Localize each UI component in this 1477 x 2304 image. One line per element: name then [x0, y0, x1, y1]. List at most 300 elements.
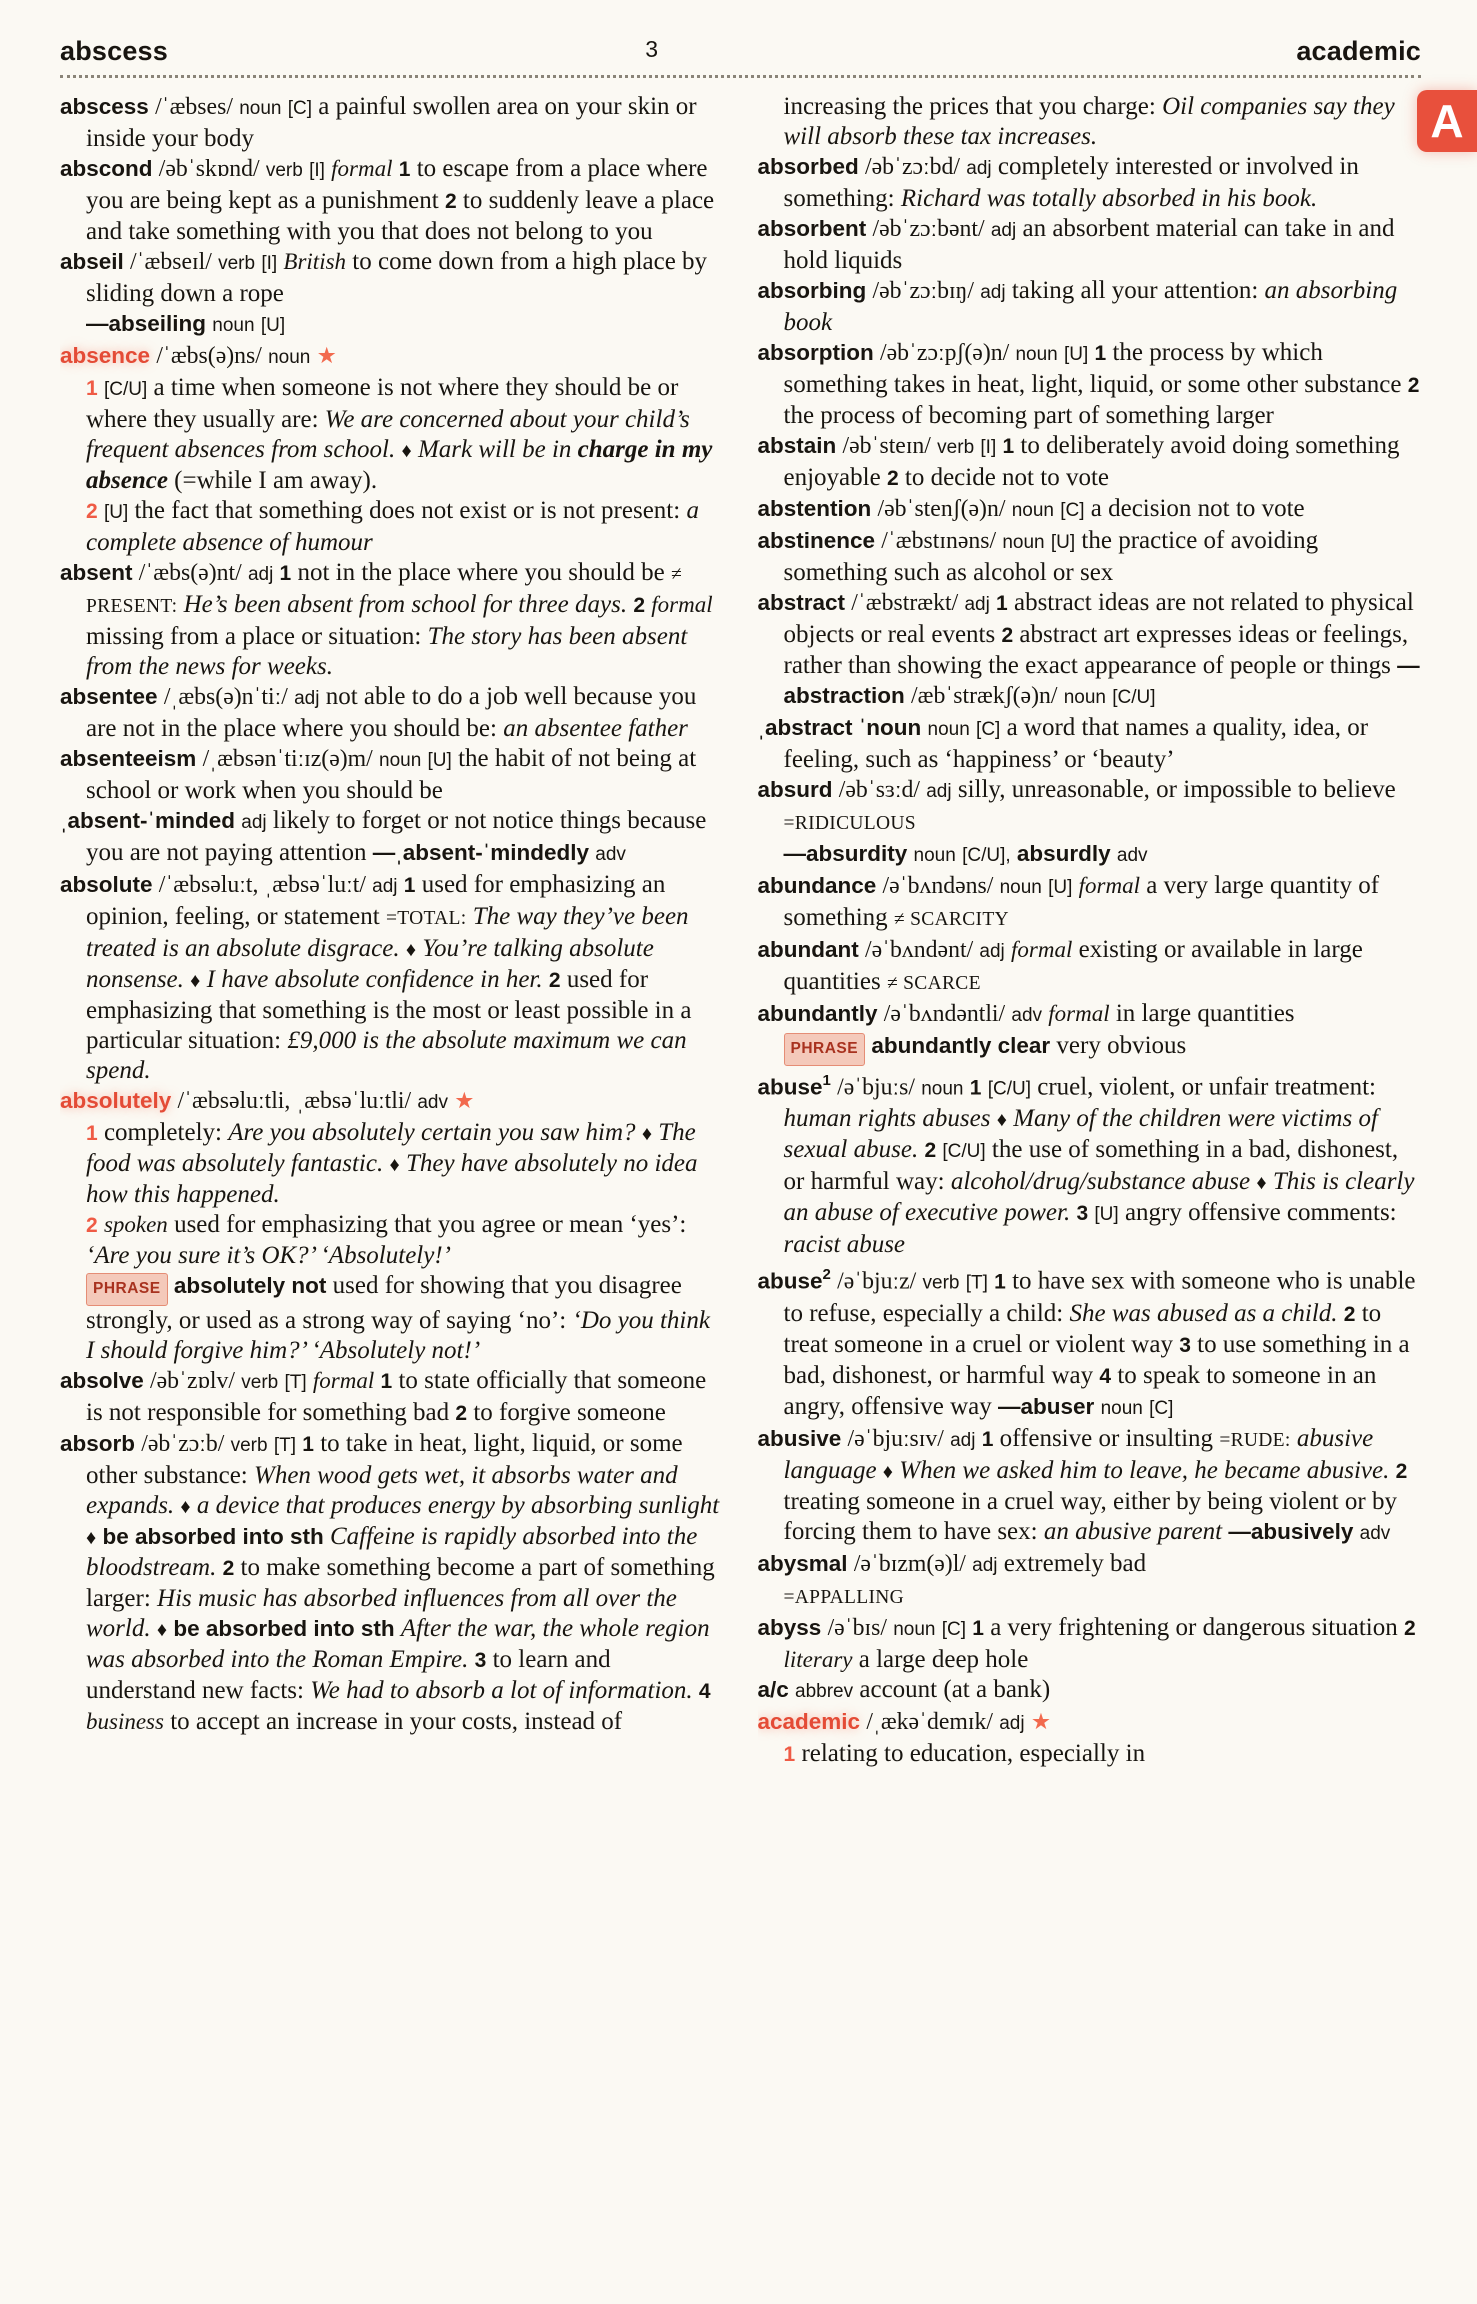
synonym-crossref: ≠ SCARCITY [893, 909, 1009, 930]
dictionary-entry [758, 935, 1422, 999]
grammar-code: [I] [980, 437, 997, 458]
sense-number: 2 [548, 969, 561, 992]
synonym-crossref: =TOTAL: [385, 908, 467, 929]
definition-text: an absorbent material can take in and hold liquids [783, 215, 1395, 274]
grammar-code: [T] [284, 1372, 307, 1393]
part-of-speech: verb [922, 1272, 960, 1294]
headword: abuse [757, 1268, 823, 1294]
pronunciation: /əˈbʌndənt/ [865, 937, 974, 963]
example-text: He’s been absent from school for three days. [183, 591, 628, 618]
dictionary-entry [60, 870, 724, 1086]
sense-number: 1 [279, 562, 292, 585]
part-of-speech: adj [247, 564, 274, 585]
grammar-code: [U] [1050, 532, 1076, 553]
sense-number-red: 1 [783, 1742, 796, 1766]
headword: absolve [60, 1368, 144, 1393]
definition-text: completely: [103, 1119, 222, 1146]
dictionary-entry [60, 682, 724, 744]
example-text: The way they’ve been treated is an absolute disgrace. [86, 903, 689, 962]
definition-text: treating someone in a cruel way, either by being violent or by forcing them to have sex: [783, 1487, 1397, 1545]
headword: absent [60, 560, 133, 585]
dictionary-column [60, 92, 724, 2272]
dictionary-entry [758, 713, 1422, 775]
derived-word: —abseiling [86, 311, 207, 336]
example-text: an absentee father [503, 715, 688, 742]
sense-number: 1 [996, 592, 1008, 615]
definition-text: the practice of avoiding something such as alcohol or sex [783, 527, 1319, 586]
dictionary-entry [758, 1066, 1422, 1260]
sense-number-red: 1 [86, 1122, 98, 1145]
headword: abuse [757, 1074, 823, 1100]
definition-text: a large deep hole [858, 1645, 1029, 1673]
definition-text: the process by which something takes in heat, light, liquid, or some other substance [783, 339, 1402, 398]
definition-text: the process of becoming part of something larger [783, 402, 1274, 429]
part-of-speech: adj [979, 941, 1005, 962]
usage-label: formal [651, 592, 713, 617]
grammar-code: [T] [965, 1272, 988, 1294]
definition-text: to come down from a high place by sliding down a rope [86, 248, 708, 307]
sense-number: 2 [1407, 374, 1420, 397]
dictionary-entry [758, 494, 1422, 526]
grammar-code: [T] [273, 1435, 296, 1456]
example-text: a complete absence of humour [86, 497, 699, 556]
diamond-separator: ♦ [190, 970, 201, 992]
sense-number: 1 [398, 158, 411, 181]
definition-text: abstract ideas are not related to physical objects or real events [783, 589, 1414, 648]
part-of-speech: noun [999, 877, 1042, 898]
dictionary-entry [60, 247, 724, 341]
sense-number: 1 [994, 1270, 1006, 1294]
definition-text: to deliberately avoid doing something enjoyable [783, 432, 1400, 491]
usage-label: formal [1078, 873, 1140, 898]
example-text: a device that produces energy by absorbing sunlight [196, 1492, 720, 1519]
headword: abstinence [757, 528, 876, 553]
sense-number: 3 [474, 1649, 487, 1672]
pronunciation: /əbˈsteɪn/ [842, 433, 931, 459]
sense-number: 3 [1179, 1333, 1191, 1357]
dictionary-entry [758, 526, 1422, 588]
headword: abscess [60, 94, 149, 119]
definition-text: very obvious [1056, 1032, 1187, 1059]
frequency-star-icon: ★ [316, 343, 337, 368]
headword: absentee [60, 684, 158, 709]
pronunciation: /ˌæbs(ə)nˈtiː/ [163, 684, 288, 710]
usage-label: formal [1048, 1001, 1110, 1026]
example-collocation: charge in my absence [86, 436, 713, 494]
dictionary-entry [758, 214, 1422, 276]
grammar-code: [C/U] [1112, 687, 1156, 708]
sense-number: 1 [981, 1427, 994, 1451]
example-text: When we asked him to leave, he became abusive. [899, 1456, 1390, 1484]
headword: abundantly [757, 1001, 878, 1026]
pronunciation: /əˈbʌndəntli/ [883, 1001, 1006, 1027]
dictionary-entry [60, 341, 724, 558]
grammar-code: [C] [941, 1618, 966, 1640]
part-of-speech: adv [417, 1092, 448, 1113]
sense-number: 4 [1099, 1364, 1112, 1388]
headword: abseil [60, 249, 124, 274]
definition-text: a decision not to vote [1090, 495, 1305, 522]
grammar-code: [U] [1048, 877, 1073, 898]
sense-number: 2 [633, 594, 646, 617]
derived-word: —absurdity [783, 841, 908, 866]
page-number: 3 [645, 36, 659, 62]
grammar-code: [C] [1149, 1397, 1174, 1419]
dictionary-entry [60, 558, 724, 682]
definition-text: likely to forget or not notice things because you are not paying attention [86, 807, 707, 866]
guide-word-right: academic [1296, 36, 1421, 66]
collocation: absurdly [1016, 841, 1111, 866]
definition-text: account (at a bank) [859, 1675, 1051, 1703]
pronunciation: /əbˈzɔːbɪŋ/ [872, 278, 974, 304]
example-text: an abusive parent [1043, 1517, 1223, 1545]
part-of-speech: verb [230, 1435, 268, 1456]
dictionary-entry [60, 154, 724, 247]
example-text: His music has absorbed influences from all over the world. [86, 1585, 677, 1642]
pronunciation: /əˈbjuːz/ [837, 1268, 917, 1295]
headword-red: absolutely [60, 1088, 172, 1113]
pronunciation: /əˈbɪs/ [827, 1614, 887, 1641]
dictionary-entry [758, 1613, 1422, 1675]
usage-label: British [283, 249, 347, 274]
part-of-speech: adv [595, 844, 626, 865]
definition-text: a time when someone is not where they should be or where they usually are: [86, 374, 679, 433]
part-of-speech: adv [1359, 1522, 1391, 1544]
definition-text: increasing the prices that you charge: [783, 93, 1156, 120]
definition-text: a very frightening or dangerous situation [990, 1613, 1398, 1641]
part-of-speech: noun [1011, 500, 1054, 521]
grammar-code: [I] [309, 160, 325, 181]
sense-number: 3 [1076, 1202, 1089, 1226]
headword: abscond [60, 156, 153, 181]
diamond-separator: ♦ [86, 1527, 97, 1549]
diamond-separator: ♦ [156, 1619, 168, 1641]
example-text: I have absolute confidence in her. [206, 966, 543, 993]
example-text: She was abused as a child. [1069, 1299, 1338, 1327]
part-of-speech: noun [921, 1078, 964, 1100]
definition-text: to state officially that someone is not responsible for something bad [86, 1367, 707, 1426]
sense-number: 4 [698, 1680, 711, 1703]
pronunciation: /ˈæbsəluːt, ˌæbsəˈluːt/ [158, 872, 366, 898]
definition-text: to take in heat, light, liquid, or some other substance: [86, 1430, 683, 1489]
definition-text: to forgive someone [473, 1399, 666, 1426]
dictionary-entry [60, 806, 724, 870]
usage-label: formal [1011, 937, 1073, 962]
pronunciation: /əˈbʌndəns/ [882, 873, 994, 899]
part-of-speech: noun [913, 845, 956, 866]
grammar-code: [C/U] [103, 379, 148, 400]
pronunciation: /əbˈzɔːpʃ(ə)n/ [880, 340, 1010, 366]
example-text: Caffeine is rapidly absorbed into the bloodstream. [86, 1523, 698, 1581]
sense-number: 1 [969, 1076, 982, 1100]
example-text: alcohol/drug/substance abuse [950, 1168, 1251, 1196]
headword: absorbing [757, 278, 867, 303]
grammar-code: [C] [976, 719, 1001, 740]
headword: a/c [757, 1676, 789, 1702]
example-text: Many of the children were victims of sexual abuse. [783, 1105, 1378, 1164]
definition-text: used for emphasizing that you agree or mean ‘yes’: [174, 1211, 687, 1238]
example-text: When wood gets wet, it absorbs water and expands. [86, 1462, 678, 1519]
headword: absorb [60, 1431, 136, 1456]
headword: absorbent [757, 216, 867, 241]
derived-word: —abstraction [783, 653, 1420, 708]
pronunciation: /əˈbɪzm(ə)l/ [853, 1550, 966, 1577]
part-of-speech: adj [926, 781, 952, 802]
pronunciation: /ˈæbs(ə)ns/ [156, 343, 262, 369]
definition-text: to have sex with someone who is unable to refuse, especially a child: [783, 1267, 1416, 1327]
example-text: Are you absolutely certain you saw him? [228, 1119, 636, 1146]
headword: absenteeism [60, 746, 197, 771]
definition-text: used for showing that you disagree strongly, or used as a strong way of saying ‘no’: [86, 1272, 682, 1334]
part-of-speech: adj [964, 594, 990, 615]
dictionary-entry [758, 775, 1422, 871]
example-text: abusive language [783, 1424, 1374, 1484]
part-of-speech: noun [893, 1618, 936, 1640]
headword: absurd [757, 777, 833, 802]
example-text: ‘Are you sure it’s OK?’ ‘Absolutely!’ [86, 1242, 451, 1269]
example-text: The food was absolutely fantastic. [86, 1119, 696, 1177]
example-text: This is clearly an abuse of executive power. [783, 1168, 1415, 1227]
definition-text: angry offensive comments: [1124, 1199, 1397, 1227]
headword: ˌabsent-ˈminded [60, 808, 236, 833]
dictionary-entry [758, 1707, 1422, 1770]
dictionary-entry [758, 431, 1422, 494]
definition-text: to decide not to vote [904, 464, 1109, 491]
definition-text: (=while I am away). [174, 467, 378, 494]
example-text: We are concerned about your child’s frequent absences from school. [86, 406, 690, 463]
grammar-code: [C] [1060, 500, 1085, 521]
pronunciation: /əbˈzɔːb/ [141, 1431, 225, 1457]
example-text: You’re talking absolute nonsense. [86, 935, 654, 993]
example-text: Richard was totally absorbed in his book. [900, 185, 1318, 212]
pronunciation: /æbˈstrækʃ(ə)n/ [911, 683, 1058, 709]
sense-number-red: 2 [86, 500, 98, 523]
dictionary-entry [758, 276, 1422, 338]
dictionary-entry [758, 999, 1422, 1066]
dictionary-entry [60, 1429, 724, 1737]
synonym-crossref: ≠ SCARCE [886, 973, 981, 994]
pronunciation: /ˈæbsəluːtli, ˌæbsəˈluːtli/ [177, 1088, 412, 1114]
part-of-speech: noun [927, 719, 970, 740]
part-of-speech: verb [265, 160, 303, 181]
pronunciation: /əbˈzɔːbd/ [865, 154, 960, 180]
sense-number: 2 [1343, 1302, 1356, 1326]
dictionary-entry [758, 1675, 1422, 1707]
definition-text: cruel, violent, or unfair treatment: [1037, 1073, 1376, 1101]
headword: abstention [757, 496, 872, 521]
usage-label: business [86, 1709, 164, 1734]
definition-text: to make something become a part of something larger: [86, 1554, 715, 1612]
grammar-code: [C] [287, 98, 312, 119]
definition-text: silly, unreasonable, or impossible to believe [957, 776, 1396, 803]
diamond-separator: ♦ [405, 939, 417, 961]
entry-continuation [758, 92, 1422, 152]
sense-number: 2 [1001, 624, 1014, 647]
homonym-number: 2 [822, 1266, 831, 1284]
derived-word: —abuser [998, 1393, 1095, 1419]
sense-number: 1 [1094, 342, 1107, 365]
sense-number: 1 [1002, 435, 1015, 458]
definition-text: in large quantities [1115, 1000, 1295, 1027]
pronunciation: /əbˈzɔːbənt/ [872, 216, 985, 242]
page-header [60, 36, 1421, 78]
definition-text: relating to education, especially in [801, 1739, 1146, 1767]
synonym-crossref: =APPALLING [783, 1586, 905, 1608]
diamond-separator: ♦ [180, 1496, 191, 1518]
part-of-speech: adj [972, 1554, 998, 1576]
definition-text: to learn and understand new facts: [86, 1646, 611, 1704]
definition-text: missing from a place or situation: [86, 623, 422, 650]
pronunciation: /əˈbjuːsɪv/ [847, 1425, 944, 1452]
dictionary-column [758, 92, 1422, 2272]
pronunciation: /əbˈsɜːd/ [838, 777, 920, 803]
definition-text: to escape from a place where you are being kept as a punishment [86, 155, 708, 214]
usage-label: spoken [103, 1212, 168, 1237]
example-text: Mark will be in [417, 436, 572, 463]
example-text: £9,000 is the absolute maximum we can spend. [86, 1027, 687, 1084]
grammar-code: [U] [260, 315, 286, 336]
sense-number: 1 [403, 874, 416, 897]
definition-text: used for emphasizing an opinion, feeling, or statement [86, 871, 666, 930]
sense-number: 2 [1395, 1459, 1408, 1483]
frequency-star-icon: ★ [1030, 1708, 1051, 1734]
headword: abstract [757, 590, 846, 615]
definition-text: to suddenly leave a place and take something with you that does not belong to you [86, 187, 715, 245]
example-text: an absorbing book [783, 277, 1398, 336]
sense-number: 1 [380, 1370, 393, 1393]
pronunciation: /ˌækəˈdemɪk/ [866, 1708, 993, 1735]
pronunciation: /ˈæbses/ [155, 94, 233, 120]
phrase-label: PHRASE [784, 1033, 866, 1066]
definition-text: completely interested or involved in something: [783, 153, 1359, 212]
grammar-code: [U] [103, 502, 129, 523]
homonym-number: 1 [822, 1072, 831, 1089]
frequency-star-icon: ★ [454, 1088, 475, 1113]
grammar-code: [C/U] [942, 1141, 986, 1163]
example-text: ‘Do you think I should forgive him?’ ‘Absolutely not!’ [86, 1307, 710, 1364]
usage-label: formal [331, 156, 393, 181]
headword: abyss [757, 1614, 822, 1640]
part-of-speech: adj [950, 1429, 976, 1451]
definition-text: extremely bad [1003, 1549, 1147, 1577]
part-of-speech: noun [1063, 687, 1106, 708]
definition-text: the use of something in a bad, dishonest, or harmful way: [783, 1136, 1399, 1196]
definition-text: the habit of not being at school or work when you should be [86, 745, 697, 804]
dictionary-entry [758, 152, 1422, 214]
sense-number: 2 [886, 467, 899, 490]
part-of-speech: adj [966, 158, 992, 179]
sense-number-red: 1 [86, 377, 98, 400]
part-of-speech: adj [372, 876, 398, 897]
usage-label: formal [312, 1368, 375, 1393]
definition-text: existing or available in large quantities [783, 936, 1363, 995]
grammar-code: [U] [427, 750, 452, 771]
part-of-speech: noun [1100, 1397, 1143, 1419]
dictionary-entry [758, 871, 1422, 935]
part-of-speech: adj [294, 688, 320, 709]
headword-red: absence [60, 343, 151, 368]
definition-text: not in the place where you should be [297, 559, 665, 586]
part-of-speech: adj [980, 282, 1006, 303]
headword: ˌabstract ˈnoun [757, 715, 922, 740]
part-of-speech: noun [379, 750, 422, 771]
sense-number: 1 [972, 1616, 984, 1640]
synonym-crossref: =RUDE: [1219, 1429, 1291, 1451]
sense-number: 2 [924, 1139, 937, 1163]
headword: abysmal [757, 1550, 848, 1576]
collocation: absolutely not [173, 1273, 327, 1298]
sense-number: 2 [455, 1402, 468, 1425]
sense-number: 2 [222, 1557, 235, 1580]
definition-text: a word that names a quality, idea, or feeling, such as ‘happiness’ or ‘beauty’ [783, 714, 1369, 773]
definition-text: the fact that something does not exist or is not present: [134, 497, 681, 524]
pronunciation: /əˈbjuːs/ [837, 1074, 915, 1101]
pronunciation: /əbˈskɒnd/ [158, 156, 260, 182]
sense-number-red: 2 [86, 1214, 98, 1237]
headword: absolute [60, 872, 153, 897]
pronunciation: /əbˈstenʃ(ə)n/ [877, 496, 1006, 522]
columns-container [60, 78, 1421, 2272]
grammar-code: [C/U] [987, 1078, 1031, 1100]
dictionary-entry [758, 1424, 1422, 1549]
part-of-speech: adj [241, 812, 267, 833]
dictionary-entry [758, 1549, 1422, 1613]
collocation: abundantly clear [871, 1033, 1051, 1058]
part-of-speech: noun [239, 98, 282, 119]
definition-text: taking all your attention: [1011, 277, 1259, 304]
part-of-speech: verb [218, 253, 256, 274]
pronunciation: /ˈæbstɪnəns/ [881, 528, 997, 554]
diamond-separator: ♦ [641, 1123, 653, 1145]
definition-text: abstract art expresses ideas or feelings, rather than showing the exact appearance of people or things [783, 621, 1409, 679]
definition-text: offensive or insulting [999, 1424, 1214, 1452]
part-of-speech: adv [1116, 845, 1148, 866]
example-text: racist abuse [783, 1231, 906, 1259]
definition-text: to speak to someone in an angry, offensive way [783, 1361, 1377, 1420]
part-of-speech: adj [990, 220, 1017, 241]
part-of-speech: noun [268, 347, 311, 368]
part-of-speech: noun [1002, 532, 1045, 553]
collocation: be absorbed into sth [102, 1524, 324, 1549]
headword: abundance [757, 873, 877, 898]
example-text: We had to absorb a lot of information. [310, 1677, 693, 1704]
part-of-speech: abbrev [795, 1680, 854, 1702]
headword: absorption [757, 340, 874, 365]
headword-red: academic [757, 1708, 861, 1734]
derived-word: —ˌabsent-ˈmindedly [372, 840, 590, 865]
part-of-speech: noun [1015, 344, 1058, 365]
dictionary-entry [758, 1260, 1422, 1423]
diamond-separator: ♦ [882, 1460, 894, 1483]
part-of-speech: noun [212, 315, 255, 336]
guide-word-left: abscess [60, 36, 168, 66]
grammar-code: [C/U], [962, 845, 1011, 866]
sense-number: 2 [1403, 1616, 1416, 1640]
dictionary-entry [758, 588, 1422, 713]
example-text: The story has been absent from the news for weeks. [86, 623, 688, 680]
headword: absorbed [757, 154, 859, 179]
pronunciation: /ˈæbseɪl/ [130, 249, 212, 275]
grammar-code: [U] [1064, 344, 1089, 365]
headword: abstain [757, 433, 837, 458]
pronunciation: /əbˈzɒlv/ [150, 1368, 236, 1394]
dictionary-entry [60, 1086, 724, 1366]
pronunciation: /ˈæbs(ə)nt/ [138, 560, 242, 586]
part-of-speech: verb [241, 1372, 279, 1393]
part-of-speech: adj [999, 1712, 1025, 1734]
collocation: be absorbed into sth [173, 1616, 395, 1641]
definition-text: a very large quantity of something [783, 872, 1380, 931]
